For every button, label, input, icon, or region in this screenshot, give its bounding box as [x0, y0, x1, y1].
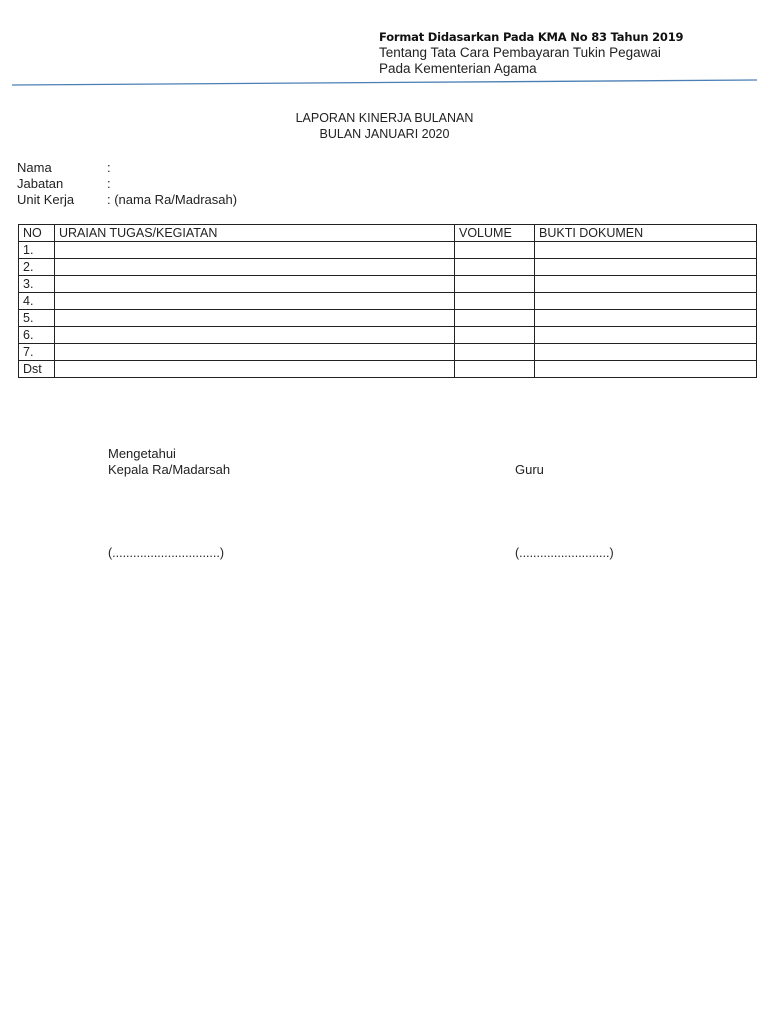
cell-uraian [55, 259, 455, 276]
info-label: Nama [17, 160, 52, 175]
info-row-jabatan [17, 176, 237, 192]
cell-no: 3. [19, 276, 55, 293]
cell-volume [455, 242, 535, 259]
table-row [19, 310, 757, 327]
cell-uraian [55, 310, 455, 327]
report-title [0, 111, 768, 142]
employee-info [17, 160, 237, 208]
info-value: : (nama Ra/Madrasah) [107, 192, 238, 207]
cell-no: 2. [19, 259, 55, 276]
signature-teacher-name-line: (..........................) [515, 546, 614, 560]
cell-volume [455, 344, 535, 361]
info-label: Jabatan [17, 176, 64, 191]
table-row [19, 259, 757, 276]
table-header-row [19, 225, 757, 242]
cell-uraian [55, 276, 455, 293]
cell-uraian [55, 361, 455, 378]
cell-volume [455, 276, 535, 293]
document-header [379, 29, 759, 77]
cell-bukti [535, 344, 757, 361]
cell-volume [455, 310, 535, 327]
column-header-no: NO [19, 225, 55, 242]
info-value: : [107, 160, 111, 175]
header-ministry: Pada Kementerian Agama [379, 61, 537, 76]
cell-bukti [535, 293, 757, 310]
cell-no: 7. [19, 344, 55, 361]
cell-volume [455, 327, 535, 344]
column-header-volume: VOLUME [455, 225, 535, 242]
signature-teacher-title: Guru [515, 462, 544, 477]
table-row [19, 361, 757, 378]
cell-no: 5. [19, 310, 55, 327]
cell-uraian [55, 293, 455, 310]
header-divider [12, 79, 757, 87]
cell-bukti [535, 259, 757, 276]
column-header-bukti: BUKTI DOKUMEN [535, 225, 757, 242]
info-row-nama [17, 160, 237, 176]
cell-no: 4. [19, 293, 55, 310]
signature-principal-title: Kepala Ra/Madarsah [108, 462, 231, 477]
report-title-month: BULAN JANUARI 2020 [319, 126, 450, 141]
info-label: Unit Kerja [17, 192, 75, 207]
table-row [19, 242, 757, 259]
cell-bukti [535, 327, 757, 344]
header-subject: Tentang Tata Cara Pembayaran Tukin Pegawai [379, 45, 661, 60]
cell-bukti [535, 361, 757, 378]
cell-volume [455, 293, 535, 310]
table-row [19, 276, 757, 293]
signature-principal-block [108, 446, 230, 478]
info-value: : [107, 176, 111, 191]
cell-volume [455, 259, 535, 276]
cell-uraian [55, 327, 455, 344]
cell-uraian [55, 344, 455, 361]
report-title-main: LAPORAN KINERJA BULANAN [295, 111, 474, 125]
cell-no: Dst [19, 361, 55, 378]
signature-acknowledge-label: Mengetahui [108, 446, 176, 461]
cell-bukti [535, 276, 757, 293]
column-header-uraian: URAIAN TUGAS/KEGIATAN [55, 225, 455, 242]
cell-no: 1. [19, 242, 55, 259]
signature-principal-name-line: (...............................) [108, 546, 224, 560]
table-row [19, 344, 757, 361]
info-row-unit-kerja [17, 192, 237, 208]
cell-uraian [55, 242, 455, 259]
cell-volume [455, 361, 535, 378]
cell-bukti [535, 310, 757, 327]
table-row [19, 327, 757, 344]
activity-table [18, 224, 757, 378]
table-row [19, 293, 757, 310]
cell-no: 6. [19, 327, 55, 344]
header-format-reference: Format Didasarkan Pada KMA No 83 Tahun 2019 [379, 30, 684, 44]
cell-bukti [535, 242, 757, 259]
